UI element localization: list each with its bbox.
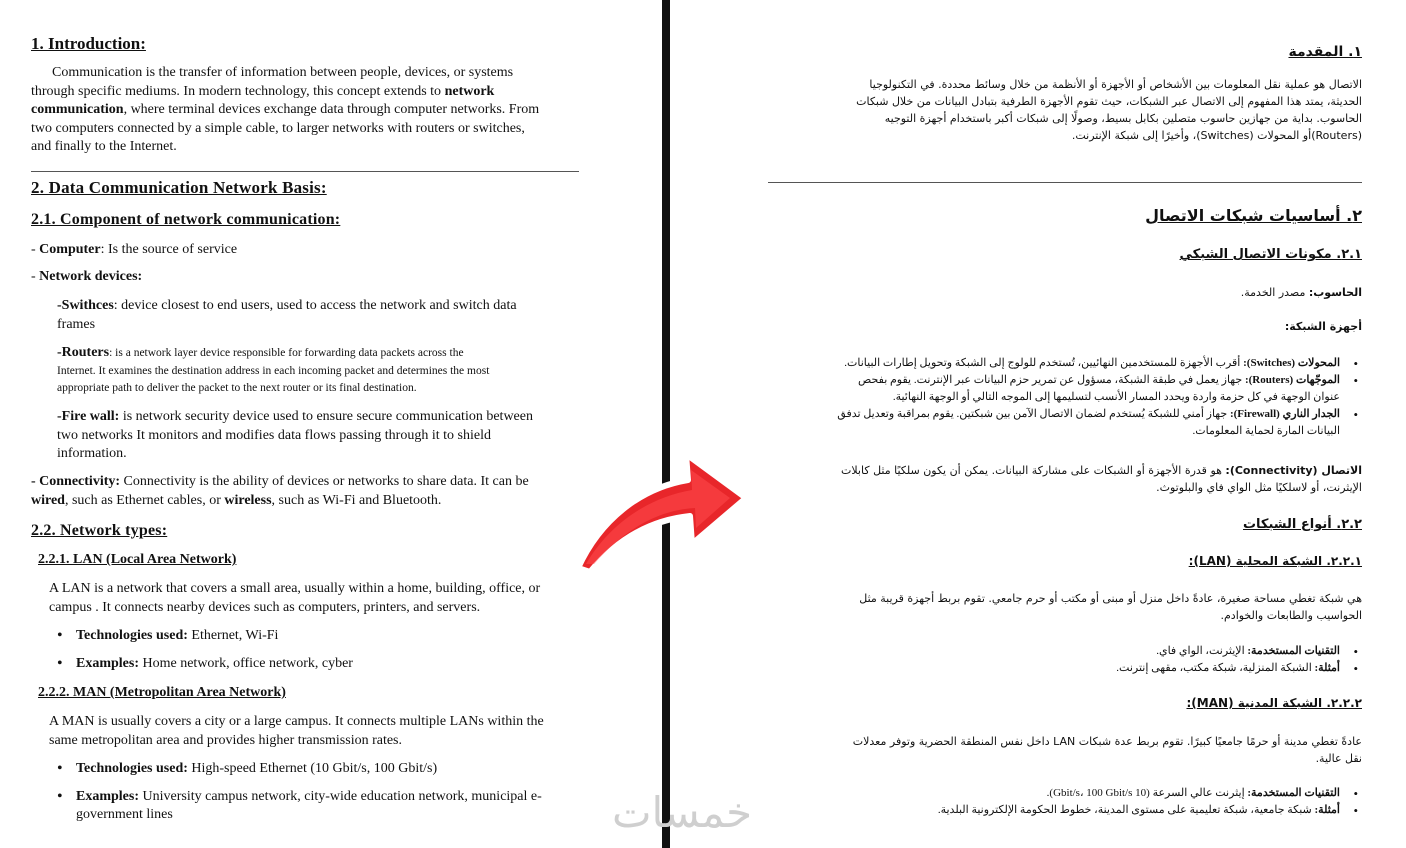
lan-heading: 2.2.1. LAN (Local Area Network): [38, 552, 237, 567]
section21-heading: 2.1. Component of network communication:: [31, 211, 341, 228]
connectivity-item: - Connectivity: Connectivity is the ability of devices or networks to share data. It can be wired, such as Ethernet cables, or wireless, such as Wi-Fi and Bluetooth.: [31, 474, 529, 508]
computer-item: - Computer: Is the source of service: [31, 242, 238, 257]
list-item: • Technologies used: Ethernet, Wi-Fi: [48, 627, 353, 645]
list-item: • Examples: University campus network, city-wide education network, municipal e- government lines: [48, 788, 608, 824]
list-item: • التقنيات المستخدمة: إيثرنت عالي السرعة (10 Gbit/s، 100 Gbit/s).: [722, 785, 1362, 802]
list-item: • التقنيات المستخدمة: الإيثرنت، الواي فاي.: [722, 643, 1362, 660]
section-divider-ar: [768, 182, 1362, 183]
arabic-page: [670, 0, 1406, 848]
section22-heading: 2.2. Network types:: [31, 522, 168, 539]
list-item: • المحولات (Switches): أقرب الأجهزة للمستخدمين النهائيين، تُستخدم للولوج إلى الشبكة وتحويل إطارات البيانات.: [742, 355, 1362, 372]
list-item: • أمثلة: الشبكة المنزلية، شبكة مكتب، مقهى إنترنت.: [722, 660, 1362, 677]
lan-bullets-ar: [722, 643, 1362, 677]
section2-heading-ar: ٢. أساسيات شبكات الاتصال: [1145, 206, 1362, 225]
list-item: • Technologies used: High-speed Ethernet (10 Gbit/s, 100 Gbit/s): [48, 760, 608, 778]
switches-item: -Swithces: device closest to end users, used to access the network and switch data frames: [57, 298, 517, 332]
man-paragraph-ar: عادةً تغطي مدينة أو حرمًا جامعيًا كبيرًا. تقوم بربط عدة شبكات LAN داخل نفس المنطقة الحضرية وتوفر معدلات نقل عالية.: [852, 735, 1362, 765]
man-paragraph: A MAN is usually covers a city or a large campus. It connects multiple LANs within the same metropolitan area and provides higher transmission rates.: [49, 714, 544, 748]
page-divider: [662, 0, 670, 848]
english-page: [0, 0, 662, 848]
section2-heading: 2. Data Communication Network Basis:: [31, 178, 327, 197]
lan-paragraph-ar: هي شبكة تغطي مساحة صغيرة، عادةً داخل منزل أو مبنى أو مكتب أو حرم جامعي. تقوم بربط أجهزة قريبة مثل الحواسيب والطابعات والخوادم.: [859, 592, 1362, 622]
computer-item-ar: الحاسوب: مصدر الخدمة.: [1240, 286, 1362, 299]
list-item: • الموجّهات (Routers): جهاز يعمل في طبقة الشبكة، مسؤول عن تمرير حزم البيانات عبر الإنترنت. يقوم بفحص عنوان الوجهة في كل حزمة واردة ويحدد المسار الأنسب لتسليمها إلى الموجه التالي أو الوجهة النهائية.: [742, 372, 1362, 406]
intro-paragraph: Communication is the transfer of information between people, devices, or systems through specific mediums. In modern technology, this concept extends to network communication, where terminal devices exchange data through computer networks. From two computers connected by a simple cable, to larger networks with routers or switches, and finally to the Internet.: [31, 65, 540, 154]
lan-heading-ar: ٢.٢.١. الشبكة المحلية (LAN):: [1188, 554, 1362, 568]
network-devices-ar: أجهزة الشبكة:: [1284, 320, 1362, 333]
section-divider: [31, 171, 579, 172]
man-bullets-ar: [722, 785, 1362, 819]
connectivity-ar: الاتصال (Connectivity): هو قدرة الأجهزة أو الشبكات على مشاركة البيانات. يمكن أن يكون سلكيًا مثل كابلات الإيثرنت، أو لاسلكيًا مثل الواي فاي والبلوتوث.: [841, 464, 1362, 494]
intro-heading-ar: ١. المقدمة: [1288, 44, 1362, 60]
list-item: • أمثلة: شبكة جامعية، شبكة تعليمية على مستوى المدينة، خطوط الحكومة الإلكترونية البلدية.: [722, 802, 1362, 819]
red-arrow-icon: [560, 440, 760, 580]
list-item: • Examples: Home network, office network, cyber: [48, 655, 353, 673]
lan-paragraph: A LAN is a network that covers a small area, usually within a home, building, office, or campus . It connects nearby devices such as computers, printers, and servers.: [49, 581, 541, 615]
list-item: • الجدار الناري (Firewall): جهاز أمني للشبكة يُستخدم لضمان الاتصال الآمن بين شبكتين. يقوم بمراقبة وتعديل تدفق البيانات المارة لحماية المعلومات.: [742, 406, 1362, 440]
man-bullets: [48, 760, 608, 824]
lan-bullets: [48, 627, 353, 673]
intro-paragraph-ar: الاتصال هو عملية نقل المعلومات بين الأشخاص أو الأجهزة أو الأنظمة من خلال وسائط محددة. في التكنولوجيا الحديثة، يمتد هذا المفهوم إلى الاتصال عبر الشبكات، حيث تقوم الأجهزة الطرفية بتبادل البيانات من خلال شبكات الحاسوب. بداية من جهازين حاسوب متصلين بكابل بسيط، وصولًا إلى شبكات أكبر باستخدام أجهزة التوجيه (Routers)أو المحولات (Switches)، وأخيرًا إلى شبكة الإنترنت.: [856, 78, 1362, 142]
network-devices-item: - Network devices:: [31, 269, 143, 284]
arrow-shape: [578, 454, 746, 572]
devices-bullets-ar: [742, 355, 1362, 440]
man-heading: 2.2.2. MAN (Metropolitan Area Network): [38, 685, 286, 700]
man-heading-ar: ٢.٢.٢. الشبكة المدنية (MAN):: [1186, 696, 1362, 710]
intro-heading: 1. Introduction:: [31, 34, 146, 53]
section21-heading-ar: ٢.١. مكونات الاتصال الشبكي: [1179, 247, 1362, 262]
firewall-item: -Fire wall: is network security device used to ensure secure communication between two networks It monitors and modifies data flows passing through it to shield information.: [57, 409, 533, 461]
section22-heading-ar: ٢.٢. أنواع الشبكات: [1242, 517, 1362, 532]
routers-item: -Routers: is a network layer device responsible for forwarding data packets across the Internet. It examines the destination address in each incoming packet and determines the most appropriate path to deliver the packet to the next router or its final destination.: [57, 345, 490, 394]
watermark-logo: خمسات: [612, 788, 753, 837]
